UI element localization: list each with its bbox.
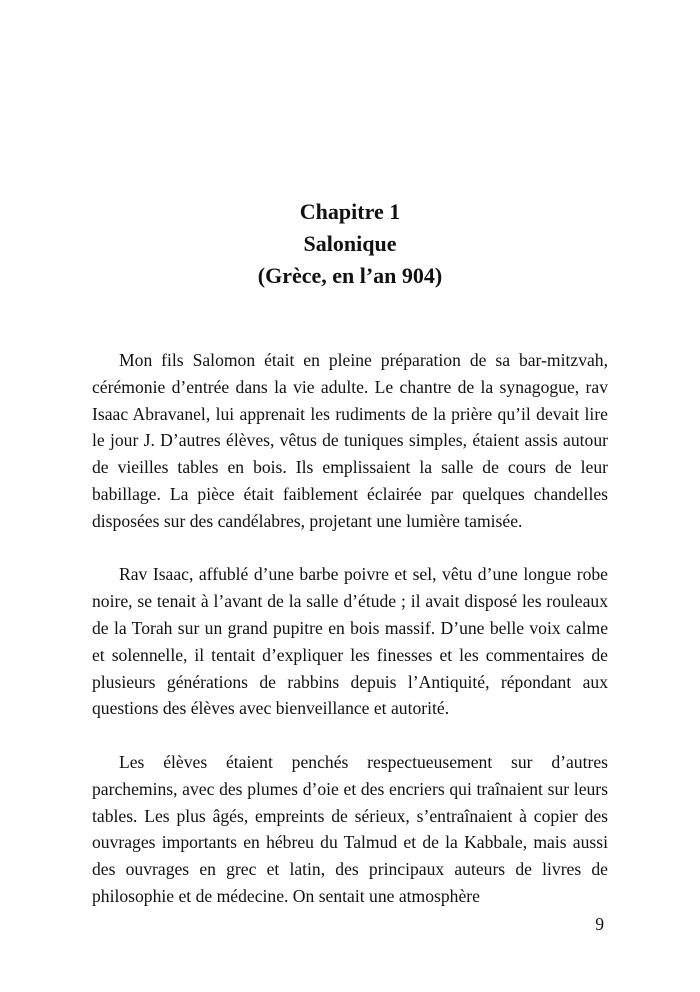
page-number: 9 — [595, 914, 604, 934]
chapter-number: Chapitre 1 — [299, 199, 401, 224]
chapter-heading — [0, 196, 700, 292]
chapter-title: Salonique — [303, 231, 397, 256]
paragraph-1: Mon fils Salomon était en pleine préparation de sa bar-mitzvah, cérémonie d’entrée dans la vie adulte. Le chantre de la synagogue, rav Isaac Abravanel, lui apprenait les rudiments de la prière qu’il devait lire le jour J. D’autres élèves, vêtus de tuniques simples, étaient assis autour de vieilles tables en bois. Ils emplissaient la salle de cours de leur babillage. La pièce était faiblement éclairée par quelques chandelles disposées sur des candélabres, projetant une lumière tamisée. — [92, 350, 608, 531]
paragraph-2: Rav Isaac, affublé d’une barbe poivre et sel, vêtu d’une longue robe noire, se tenait à l’avant de la salle d’étude ; il avait disposé les rouleaux de la Torah sur un grand pupitre en bois massif. D’une belle voix calme et solennelle, il tentait d’expliquer les finesses et les commentaires de plusieurs générations de rabbins depuis l’Antiquité, répondant aux questions des élèves avec bienveillance et autorité. — [92, 564, 608, 719]
paragraph-3: Les élèves étaient penchés respectueusement sur d’autres parchemins, avec des plumes d’oie et des encriers qui traînaient sur leurs tables. Les plus âgés, empreints de sérieux, s’entraînaient à copier des ouvrages importants en hébreu du Talmud et de la Kabbale, mais aussi des ouvrages en grec et latin, des principaux auteurs de livres de philosophie et de médecine. On sentait une atmosphère — [92, 751, 608, 906]
chapter-body — [92, 347, 608, 910]
chapter-subtitle: (Grèce, en l’an 904) — [257, 263, 443, 288]
